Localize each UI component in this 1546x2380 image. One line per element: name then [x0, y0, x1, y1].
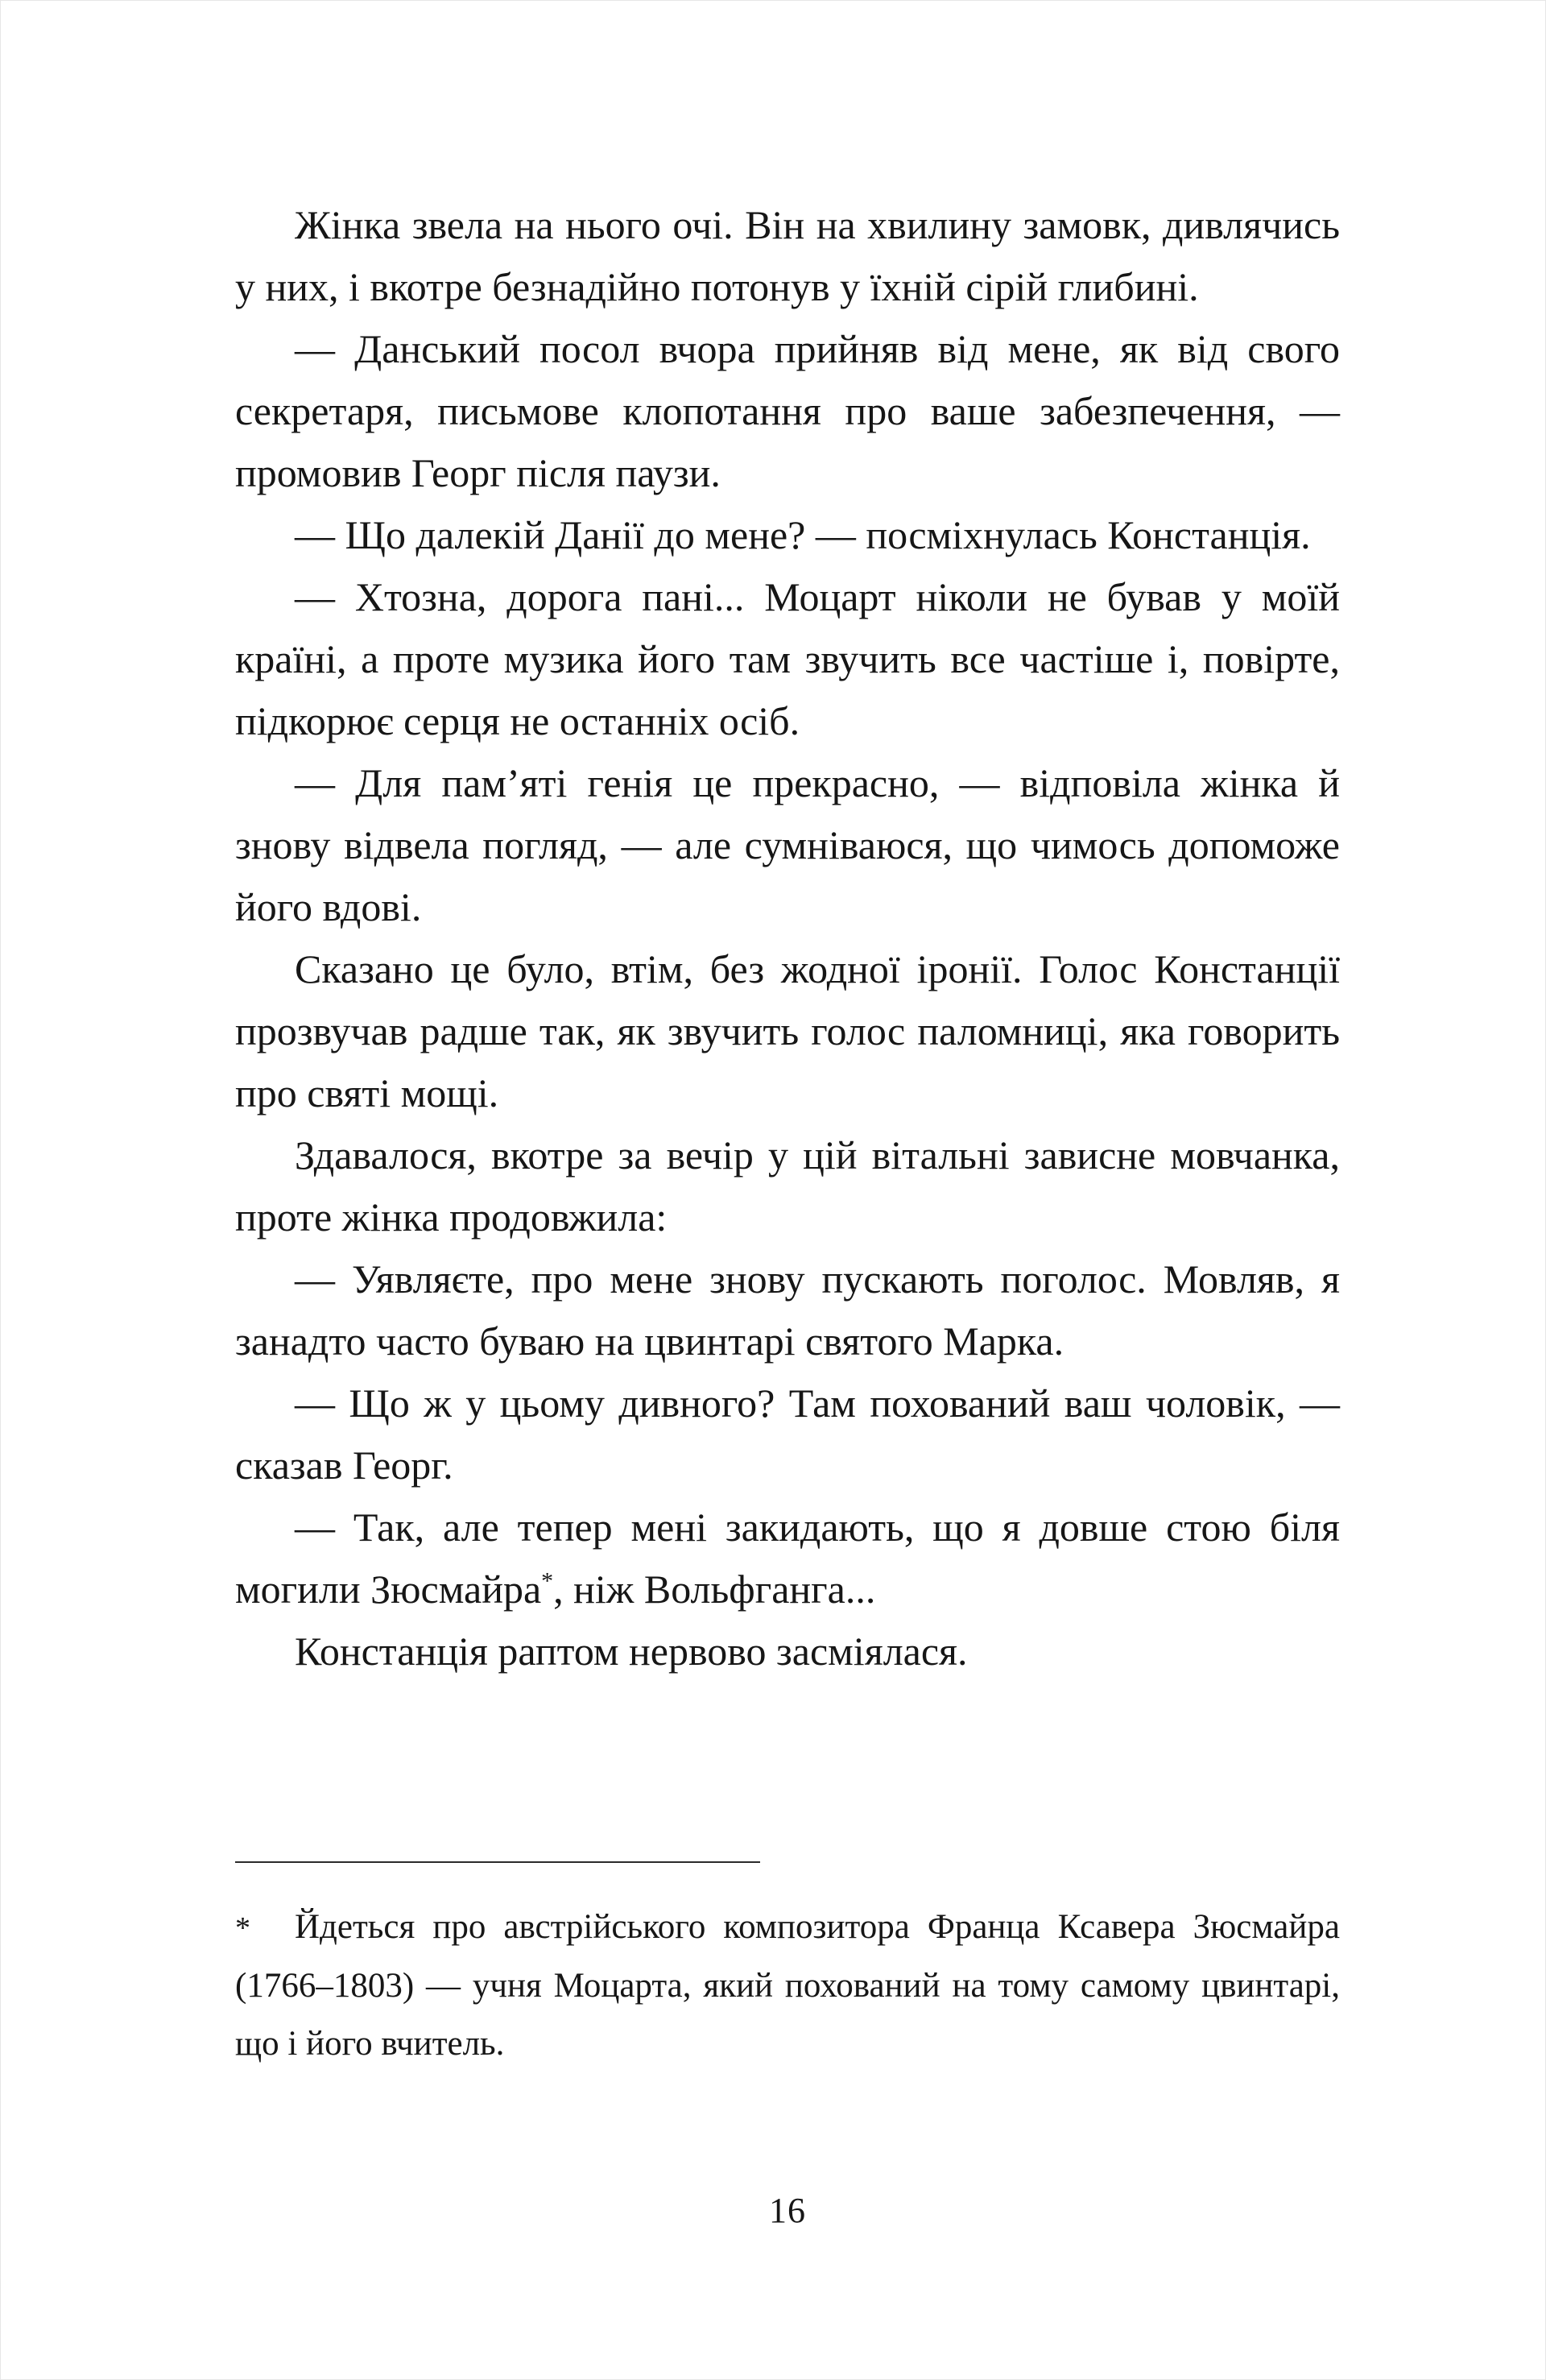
paragraph: Здавалося, вкотре за вечір у цій вітальні зависне мовчанка, проте жінка продовжила: [235, 1132, 1340, 1240]
dialogue-paragraph: — Хтозна, дорога пані... Моцарт ніколи не бував у моїй країні, а проте музика його там звучить все частіше і, повірте, підкорює серця не останніх осіб. [235, 574, 1340, 743]
paragraph: Сказано це було, втім, без жодної іронії. Голос Констанції прозвучав радше так, як звучить голос паломниці, яка говорить про святі мощі. [235, 946, 1340, 1115]
dialogue-text: , ніж Вольфганга... [553, 1567, 876, 1612]
dialogue-text: — Так, але тепер мені закидають, що я довше стою біля могили Зюсмайра [235, 1505, 1340, 1612]
dialogue-paragraph: — Данський посол вчора прийняв від мене, як від свого секретаря, письмове клопотання про ваше забезпечення, — промовив Георг після паузи. [235, 326, 1340, 495]
footnote-section [235, 1861, 1340, 2073]
dialogue-paragraph: — Що далекій Данії до мене? — посміхнулась Констанція. [295, 512, 1311, 557]
footnote-marker: * [235, 1911, 250, 1945]
page-number: 16 [769, 2191, 806, 2230]
dialogue-paragraph: — Що ж у цьому дивного? Там похований ваш чоловік, — сказав Георг. [235, 1380, 1340, 1488]
paragraph: Констанція раптом нервово засміялася. [295, 1629, 968, 1674]
body-text [235, 194, 1340, 1683]
footnote [235, 1898, 1340, 2073]
dialogue-paragraph-with-footnote-ref [235, 1496, 1340, 1620]
footnote-separator [235, 1861, 760, 1863]
dialogue-paragraph: — Уявляєте, про мене знову пускають поголос. Мовляв, я занадто часто буваю на цвинтарі святого Марка. [235, 1256, 1340, 1364]
paragraph: Жінка звела на нього очі. Він на хвилину замовк, дивлячись у них, і вкотре безнадійно потонув у їхній сірій глибині. [235, 202, 1340, 309]
footnote-reference-marker: * [541, 1567, 554, 1595]
footnote-text: Йдеться про австрійського композитора Франца Ксавера Зюсмайра (1766–1803) — учня Моцарта, який похований на тому самому цвинтарі, що і його вчитель. [235, 1908, 1340, 2063]
dialogue-paragraph: — Для пам’яті генія це прекрасно, — відповіла жінка й знову відвела погляд, — але сумніваюся, що чимось допоможе його вдові. [235, 760, 1340, 929]
